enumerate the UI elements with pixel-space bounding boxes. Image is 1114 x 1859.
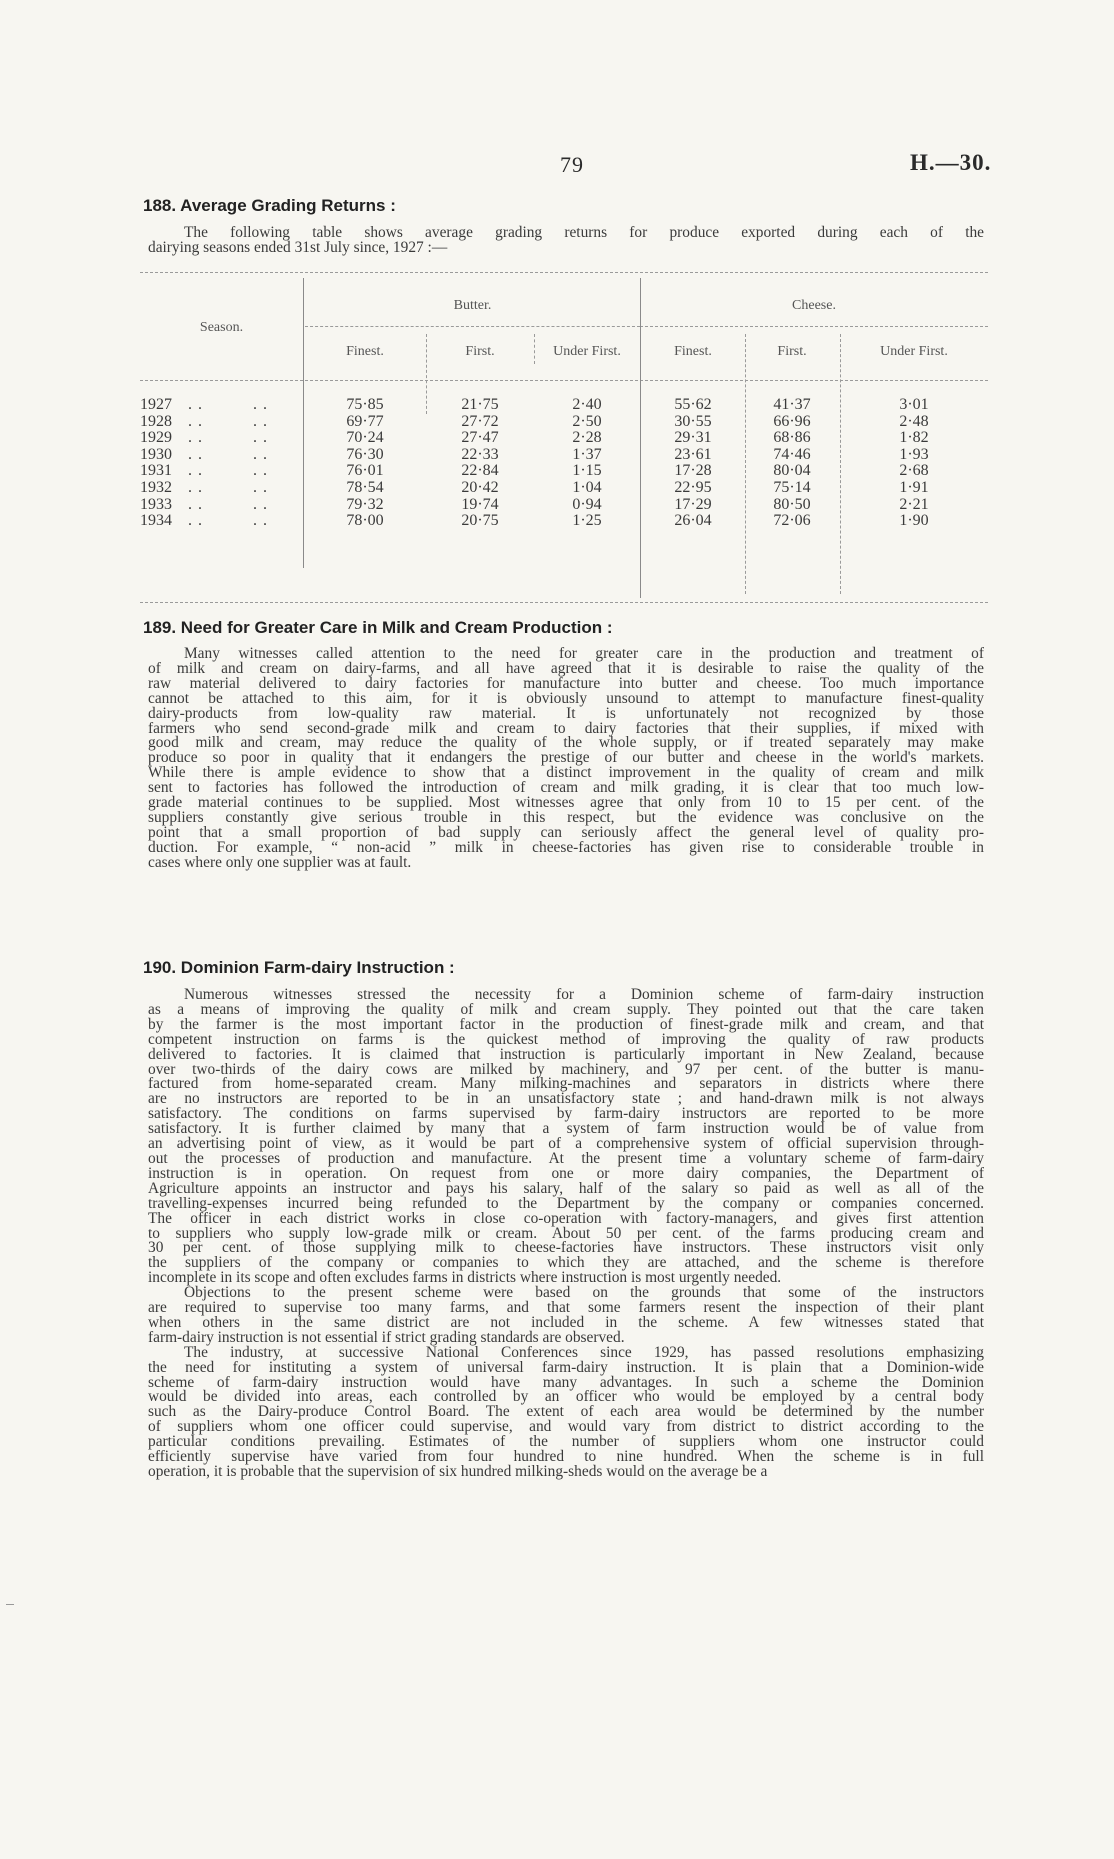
column-header: First. — [465, 344, 495, 359]
section-188-heading: 188. Average Grading Returns : — [143, 196, 396, 215]
leader-dots: . . . . — [188, 412, 268, 430]
text-line: Agriculture appoints an instructor and pays his salary, half of the salary so paid as well as all of the — [148, 1179, 984, 1197]
text-line: the need for instituting a system of universal farm-dairy instruction. It is plain that a Dominion-wide — [148, 1358, 984, 1376]
document-code: H.—30. — [910, 150, 992, 175]
table-cell: 79·32 — [346, 495, 384, 513]
table-cell: 78·00 — [346, 512, 384, 530]
text-line: an advertising point of view, as it would be part of a comprehensive system of official supervision through- — [148, 1135, 984, 1153]
table-cell: 76·30 — [346, 445, 384, 463]
text-line: The officer in each district works in close co-operation with factory-managers, and gives first attention — [148, 1209, 984, 1227]
column-header: Finest. — [346, 344, 384, 359]
text-line: delivered to factories. It is claimed that instruction is particularly important in New Zealand, because — [148, 1045, 984, 1063]
section-189-heading: 189. Need for Greater Care in Milk and Cream Production : — [143, 618, 613, 637]
text-line: cases where only one supplier was at fault. — [148, 853, 412, 871]
table-cell: 26·04 — [674, 512, 712, 530]
grading-returns-table — [140, 272, 988, 604]
text-line: factured from home-separated cream. Many milking-machines and separators in districts where there — [148, 1075, 984, 1093]
season-year: 1927 — [140, 396, 172, 413]
table-cell: 68·86 — [773, 429, 811, 447]
table-row-season — [140, 397, 278, 414]
header-bottom-rule — [140, 380, 988, 381]
text-line: would be divided into areas, each controlled by an officer who would be employed by a central body — [148, 1388, 984, 1406]
text-line: particular conditions prevailing. Estimates of the number of suppliers whom one instructor could — [148, 1433, 984, 1451]
table-top-rule — [140, 272, 988, 273]
text-line: grade material continues to be supplied. Most witnesses agree that only from 10 to 15 per cent. of the — [148, 794, 984, 812]
table-cell: 2·40 — [572, 396, 602, 413]
table-cell: 78·54 — [346, 479, 384, 496]
leader-dots: . . . . — [188, 396, 268, 413]
season-year: 1928 — [140, 412, 172, 430]
table-cell: 41·37 — [773, 396, 811, 413]
text-line: Many witnesses called attention to the need for greater care in the production and treatment of — [184, 645, 984, 662]
page-number: 79 — [560, 152, 584, 177]
season-year: 1930 — [140, 445, 172, 463]
table-cell: 55·62 — [674, 396, 712, 413]
leader-dots: . . . . — [188, 495, 268, 513]
section-189-paragraph — [148, 647, 984, 871]
column-header: First. — [777, 344, 807, 359]
table-bottom-rule — [140, 602, 988, 603]
table-row-season — [140, 480, 278, 497]
text-line: point that a small proportion of bad supply can seriously affect the general level of quality pro- — [148, 823, 984, 841]
table-row-season — [140, 430, 278, 447]
table-row-season — [140, 497, 278, 514]
text-line: cannot be attached to this aim, for it is obviously unsound to attempt to manufacture finest-quality — [148, 689, 984, 707]
butter-group-rule — [305, 326, 640, 327]
season-year: 1932 — [140, 479, 172, 496]
season-year: 1934 — [140, 512, 172, 530]
table-cell: 2·21 — [899, 495, 929, 513]
table-row-season — [140, 414, 278, 431]
cheese-header: Cheese. — [792, 298, 836, 313]
section-190-heading: 190. Dominion Farm-dairy Instruction : — [143, 958, 455, 977]
section-188-intro — [148, 226, 984, 256]
table-cell: 1·04 — [572, 479, 602, 496]
text-line: when others in the same district are not included in the scheme. A few witnesses stated that — [148, 1313, 984, 1331]
leader-dots: . . . . — [188, 479, 268, 496]
table-cell: 72·06 — [773, 512, 811, 530]
text-line: incomplete in its scope and often excludes farms in districts where instruction is most urgently needed. — [148, 1269, 782, 1287]
text-line: farm-dairy instruction is not essential if strict grading standards are observed. — [148, 1328, 625, 1346]
text-line: satisfactory. It is further claimed by many that a system of farm instruction would be of value from — [148, 1120, 984, 1138]
column-header: Finest. — [674, 344, 712, 359]
text-line: scheme of farm-dairy instruction would have many advantages. In such a scheme the Dominion — [148, 1373, 984, 1391]
butter-header: Butter. — [453, 298, 492, 313]
table-cell: 1·15 — [572, 462, 602, 480]
table-cell: 2·28 — [572, 429, 602, 447]
text-line: good milk and cream, may reduce the quality of the whole supply, or if treated separately may make — [148, 734, 984, 752]
table-cell: 75·14 — [773, 479, 811, 496]
table-cell: 1·82 — [899, 429, 929, 447]
table-row-season — [140, 463, 278, 480]
table-row-season — [140, 447, 278, 464]
text-line: efficiently supervise have varied from four hundred to nine hundred. When the scheme is in full — [148, 1448, 984, 1466]
text-line: to suppliers who supply low-grade milk or cream. About 50 per cent. of the farms producing cream and — [148, 1224, 984, 1242]
table-cell: 27·72 — [461, 412, 499, 430]
table-cell: 0·94 — [572, 495, 602, 513]
table-cell: 1·93 — [899, 445, 929, 463]
table-cell: 20·75 — [461, 512, 499, 530]
table-cell: 17·28 — [674, 462, 712, 480]
text-line: produce so poor in quality that it endangers the prestige of our butter and cheese in the world's markets. — [148, 749, 984, 767]
margin-mark — [6, 1604, 14, 1605]
text-line: raw material delivered to dairy factories for manufacture into butter and cheese. Too much importance — [148, 674, 984, 692]
table-cell: 66·96 — [773, 412, 811, 430]
text-line: operation, it is probable that the supervision of six hundred milking-sheds would on the average be a — [148, 1463, 768, 1480]
table-cell: 17·29 — [674, 495, 712, 513]
table-cell: 2·48 — [899, 412, 929, 430]
table-cell: 74·46 — [773, 445, 811, 463]
table-cell: 22·95 — [674, 479, 712, 496]
leader-dots: . . . . — [188, 462, 268, 480]
column-divider — [534, 334, 535, 364]
table-cell: 27·47 — [461, 429, 499, 447]
table-cell: 1·37 — [572, 445, 602, 463]
butter-cheese-divider — [640, 278, 641, 598]
table-cell: 20·42 — [461, 479, 499, 496]
table-cell: 80·50 — [773, 495, 811, 513]
table-cell: 70·24 — [346, 429, 384, 447]
text-line: as a means of improving the quality of milk and cream supply. They pointed out that the care taken — [148, 1000, 984, 1018]
text-line: duction. For example, “ non-acid ” milk in cheese-factories has given rise to considerable trouble in — [148, 838, 984, 856]
cheese-group-rule — [640, 326, 988, 327]
text-line: Numerous witnesses stressed the necessity for a Dominion scheme of farm-dairy instruction — [184, 986, 984, 1003]
table-cell: 3·01 — [899, 396, 929, 413]
table-cell: 1·90 — [899, 512, 929, 530]
text-line: of suppliers whom one officer could supervise, and would vary from district to district according to the — [148, 1418, 984, 1436]
text-line: by the farmer is the most important factor in the production of finest-grade milk and cream, and that — [148, 1015, 984, 1033]
table-cell: 2·68 — [899, 462, 929, 480]
text-line: Objections to the present scheme were based on the grounds that some of the instructors — [184, 1284, 984, 1302]
text-line: The industry, at successive National Conferences since 1929, has passed resolutions emphasizing — [184, 1343, 984, 1361]
text-line: dairy-products from low-quality raw material. It is unfortunately not recognized by those — [148, 704, 984, 722]
column-header: Under First. — [880, 344, 948, 359]
table-cell: 22·84 — [461, 462, 499, 480]
season-divider — [303, 278, 304, 568]
table-cell: 75·85 — [346, 396, 384, 413]
table-cell: 29·31 — [674, 429, 712, 447]
table-cell: 69·77 — [346, 412, 384, 430]
section-190-paragraphs — [148, 988, 984, 1480]
text-line: competent instruction on farms is the quickest method of improving the quality of raw products — [148, 1030, 984, 1048]
table-cell: 80·04 — [773, 462, 811, 480]
table-cell: 23·61 — [674, 445, 712, 463]
text-line: are no instructors are reported to be in an unsatisfactory state ; and hand-drawn milk is not always — [148, 1090, 984, 1108]
season-year: 1929 — [140, 429, 172, 447]
table-cell: 2·50 — [572, 412, 602, 430]
text-line: are required to supervise too many farms, and that some farmers resent the inspection of their plant — [148, 1299, 984, 1317]
text-line: instruction is in operation. On request from one or more dairy companies, the Department of — [148, 1164, 984, 1182]
text-line: The following table shows average grading returns for produce exported during each of the — [184, 224, 984, 241]
text-line: out the processes of production and manufacture. At the present time a voluntary scheme of farm-dairy — [148, 1149, 984, 1167]
text-line: of milk and cream on dairy-farms, and all have agreed that it is desirable to raise the quality of the — [148, 659, 984, 677]
season-header: Season. — [199, 320, 244, 335]
table-cell: 22·33 — [461, 445, 499, 463]
text-line: the suppliers of the company or companies to which they are attached, and the scheme is therefore — [148, 1254, 984, 1272]
text-line: While there is ample evidence to show that a distinct improvement in the quality of cream and milk — [148, 764, 984, 782]
column-header: Under First. — [553, 344, 621, 359]
table-cell: 76·01 — [346, 462, 384, 480]
table-cell: 19·74 — [461, 495, 499, 513]
text-line: farmers who send second-grade milk and cream to dairy factories that their supplies, if mixed with — [148, 719, 984, 737]
leader-dots: . . . . — [188, 429, 268, 447]
table-cell: 30·55 — [674, 412, 712, 430]
text-line: over two-thirds of the dairy cows are milked by machinery, and 97 per cent. of the butter is manu- — [148, 1060, 984, 1078]
column-divider — [426, 334, 427, 414]
table-cell: 21·75 — [461, 396, 499, 413]
season-year: 1933 — [140, 495, 172, 513]
table-cell: 1·91 — [899, 479, 929, 496]
text-line: sent to factories has followed the introduction of cream and milk grading, it is clear that too much low- — [148, 779, 984, 797]
leader-dots: . . . . — [188, 512, 268, 530]
text-line: 30 per cent. of those supplying milk to cheese-factories have instructors. These instructors visit only — [148, 1239, 984, 1257]
table-cell: 1·25 — [572, 512, 602, 530]
text-line: such as the Dairy-produce Control Board. The extent of each area would be determined by the number — [148, 1403, 984, 1421]
text-line: satisfactory. The conditions on farms supervised by farm-dairy instructors are reported to be more — [148, 1105, 984, 1123]
table-row-season — [140, 513, 278, 530]
leader-dots: . . . . — [188, 445, 268, 463]
text-line: suppliers constantly give serious trouble in this respect, but the evidence was conclusive on the — [148, 808, 984, 826]
text-line: dairying seasons ended 31st July since, 1927 :— — [148, 238, 448, 256]
text-line: travelling-expenses incurred being refunded to the Department by the company or companies concerned. — [148, 1194, 984, 1212]
season-year: 1931 — [140, 462, 172, 480]
